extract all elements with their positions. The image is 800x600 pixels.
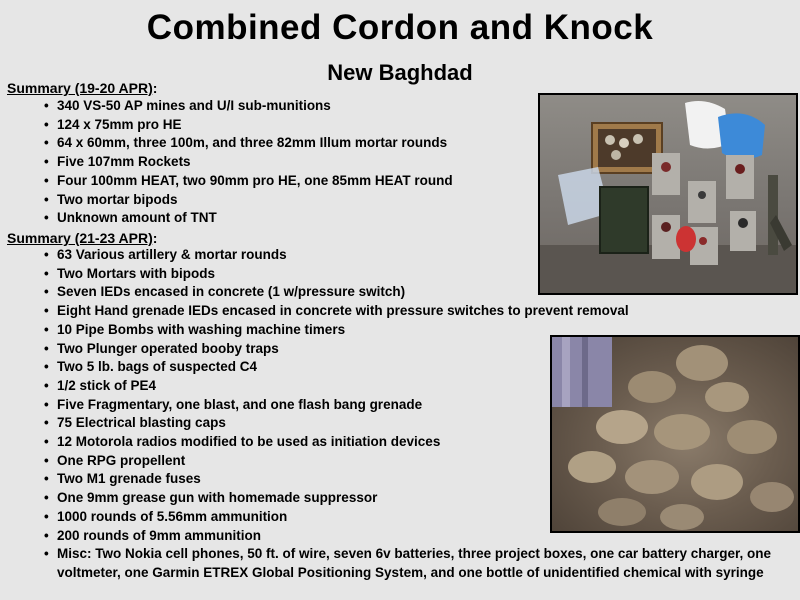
list-item: • Two Plunger operated booby traps <box>44 340 792 359</box>
list-item: • One RPG propellent <box>44 452 792 471</box>
list-item: • Misc: Two Nokia cell phones, 50 ft. of wire, seven 6v batteries, three project boxes, one car battery charger, one voltmeter, one Garmin ETREX Global Positioning System, and one bottle of unidentified chemical with syringe <box>44 545 792 582</box>
list-item: • 12 Motorola radios modified to be used as initiation devices <box>44 433 792 452</box>
summary-heading-1-colon: : <box>152 80 158 96</box>
list-item: • 63 Various artillery & mortar rounds <box>44 246 792 265</box>
list-item: • Seven IEDs encased in concrete (1 w/pressure switch) <box>44 283 792 302</box>
list-item: • Unknown amount of TNT <box>44 209 453 228</box>
slide-subtitle: New Baghdad <box>327 60 473 85</box>
list-item: • Two Mortars with bipods <box>44 265 792 284</box>
list-item: • Two M1 grenade fuses <box>44 470 792 489</box>
list-item: • Five Fragmentary, one blast, and one flash bang grenade <box>44 396 792 415</box>
list-item: • 1/2 stick of PE4 <box>44 377 792 396</box>
mines-in-dirt-photo <box>550 335 800 533</box>
list-item: • Four 100mm HEAT, two 90mm pro HE, one 85mm HEAT round <box>44 172 453 191</box>
list-item: • Two mortar bipods <box>44 191 453 210</box>
list-item: • 124 x 75mm pro HE <box>44 116 453 135</box>
slide-title: Combined Cordon and Knock <box>146 8 654 47</box>
ordnance-photo-illustration <box>540 95 796 293</box>
ordnance-photo <box>538 93 798 295</box>
summary-heading-1-text: Summary (19-20 APR) <box>7 80 153 96</box>
summary-heading-2 <box>7 229 157 247</box>
summary-heading-1 <box>7 79 157 97</box>
list-item: • Eight Hand grenade IEDs encased in concrete with pressure switches to prevent removal <box>44 302 792 321</box>
list-item: • Two 5 lb. bags of suspected C4 <box>44 358 792 377</box>
list-item: • 340 VS-50 AP mines and U/I sub-munitions <box>44 97 453 116</box>
summary-list-1 <box>44 97 453 228</box>
list-item: • One 9mm grease gun with homemade suppressor <box>44 489 792 508</box>
summary-heading-2-colon: : <box>152 230 158 246</box>
list-item: • 1000 rounds of 5.56mm ammunition <box>44 508 792 527</box>
list-item: • 64 x 60mm, three 100m, and three 82mm Illum mortar rounds <box>44 134 453 153</box>
list-item: • 200 rounds of 9mm ammunition <box>44 527 792 546</box>
list-item: • Five 107mm Rockets <box>44 153 453 172</box>
list-item: • 75 Electrical blasting caps <box>44 414 792 433</box>
summary-heading-2-text: Summary (21-23 APR) <box>7 230 153 246</box>
mines-in-dirt-illustration <box>552 337 798 531</box>
list-item: • 10 Pipe Bombs with washing machine timers <box>44 321 792 340</box>
